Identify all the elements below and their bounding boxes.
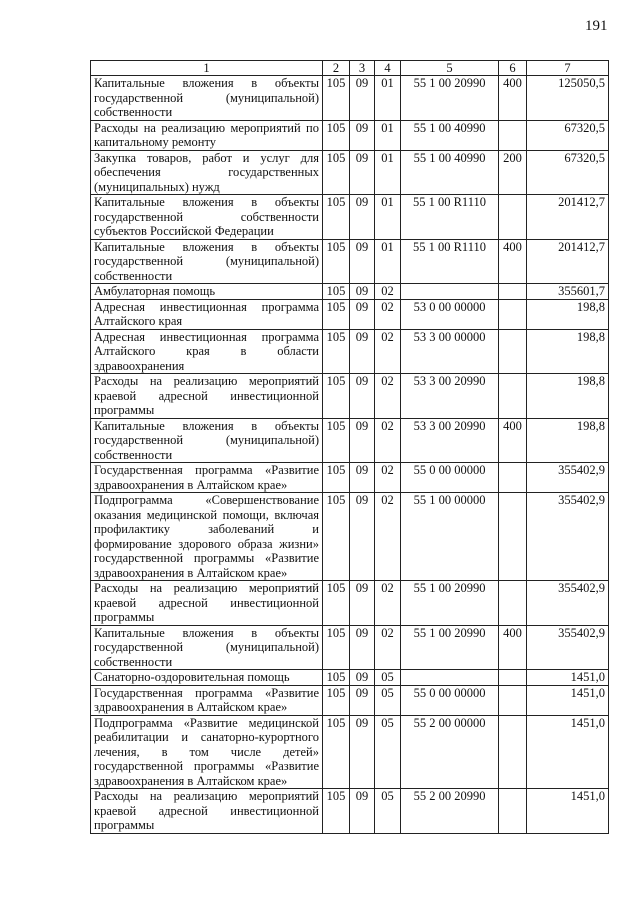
target-article-cell: 55 1 00 R1110 bbox=[401, 239, 499, 284]
section-code-cell: 09 bbox=[350, 685, 375, 715]
expense-type-cell: 400 bbox=[499, 76, 527, 121]
subsection-code-cell: 05 bbox=[375, 670, 401, 686]
table-row bbox=[91, 463, 609, 493]
amount-cell: 355402,9 bbox=[527, 463, 609, 493]
target-article-cell: 55 1 00 20990 bbox=[401, 76, 499, 121]
target-article-cell: 55 1 00 40990 bbox=[401, 150, 499, 195]
table-header-row bbox=[91, 61, 609, 76]
amount-cell: 201412,7 bbox=[527, 239, 609, 284]
table-row bbox=[91, 195, 609, 240]
admin-code-cell: 105 bbox=[323, 150, 350, 195]
page-number: 191 bbox=[585, 18, 608, 34]
expense-type-cell: 200 bbox=[499, 150, 527, 195]
column-header-7: 7 bbox=[527, 61, 609, 76]
expense-type-cell bbox=[499, 329, 527, 374]
section-code-cell: 09 bbox=[350, 715, 375, 789]
target-article-cell: 55 0 00 00000 bbox=[401, 685, 499, 715]
target-article-cell: 55 1 00 20990 bbox=[401, 625, 499, 670]
expense-type-cell bbox=[499, 284, 527, 300]
target-article-cell: 55 2 00 00000 bbox=[401, 715, 499, 789]
table-row bbox=[91, 150, 609, 195]
admin-code-cell: 105 bbox=[323, 239, 350, 284]
table-row bbox=[91, 284, 609, 300]
amount-cell: 355402,9 bbox=[527, 493, 609, 581]
row-label-cell: Капитальные вложения в объекты государственной (муниципальной) собственности bbox=[91, 625, 323, 670]
admin-code-cell: 105 bbox=[323, 581, 350, 626]
subsection-code-cell: 02 bbox=[375, 625, 401, 670]
amount-cell: 1451,0 bbox=[527, 685, 609, 715]
expense-type-cell: 400 bbox=[499, 418, 527, 463]
expense-type-cell bbox=[499, 120, 527, 150]
subsection-code-cell: 02 bbox=[375, 329, 401, 374]
expense-type-cell bbox=[499, 374, 527, 419]
amount-cell: 1451,0 bbox=[527, 789, 609, 834]
section-code-cell: 09 bbox=[350, 670, 375, 686]
table-row bbox=[91, 715, 609, 789]
row-label-cell: Закупка товаров, работ и услуг для обеспечения государственных (муниципальных) нужд bbox=[91, 150, 323, 195]
table-row bbox=[91, 299, 609, 329]
table-row bbox=[91, 789, 609, 834]
subsection-code-cell: 02 bbox=[375, 299, 401, 329]
table-row bbox=[91, 493, 609, 581]
amount-cell: 201412,7 bbox=[527, 195, 609, 240]
target-article-cell: 53 3 00 20990 bbox=[401, 418, 499, 463]
admin-code-cell: 105 bbox=[323, 299, 350, 329]
target-article-cell: 55 1 00 R1110 bbox=[401, 195, 499, 240]
table-row bbox=[91, 120, 609, 150]
row-label-cell: Подпрограмма «Совершенствование оказания медицинской помощи, включая профилактику заболеваний и формирование здорового образа жизни» государственной программы «Развитие здравоохранения в Алтайском крае» bbox=[91, 493, 323, 581]
admin-code-cell: 105 bbox=[323, 670, 350, 686]
section-code-cell: 09 bbox=[350, 493, 375, 581]
expense-type-cell bbox=[499, 299, 527, 329]
expense-type-cell bbox=[499, 581, 527, 626]
row-label-cell: Капитальные вложения в объекты государственной (муниципальной) собственности bbox=[91, 418, 323, 463]
column-header-2: 2 bbox=[323, 61, 350, 76]
subsection-code-cell: 02 bbox=[375, 463, 401, 493]
section-code-cell: 09 bbox=[350, 239, 375, 284]
amount-cell: 67320,5 bbox=[527, 120, 609, 150]
subsection-code-cell: 02 bbox=[375, 374, 401, 419]
section-code-cell: 09 bbox=[350, 299, 375, 329]
table-row bbox=[91, 76, 609, 121]
expense-type-cell bbox=[499, 670, 527, 686]
row-label-cell: Санаторно-оздоровительная помощь bbox=[91, 670, 323, 686]
admin-code-cell: 105 bbox=[323, 120, 350, 150]
target-article-cell: 55 1 00 20990 bbox=[401, 581, 499, 626]
target-article-cell: 55 1 00 00000 bbox=[401, 493, 499, 581]
expense-type-cell: 400 bbox=[499, 239, 527, 284]
table-row bbox=[91, 239, 609, 284]
subsection-code-cell: 01 bbox=[375, 120, 401, 150]
row-label-cell: Капитальные вложения в объекты государственной собственности субъектов Российской Федерации bbox=[91, 195, 323, 240]
amount-cell: 355402,9 bbox=[527, 625, 609, 670]
row-label-cell: Расходы на реализацию мероприятий краевой адресной инвестиционной программы bbox=[91, 374, 323, 419]
section-code-cell: 09 bbox=[350, 76, 375, 121]
row-label-cell: Государственная программа «Развитие здравоохранения в Алтайском крае» bbox=[91, 463, 323, 493]
amount-cell: 355601,7 bbox=[527, 284, 609, 300]
expense-type-cell bbox=[499, 715, 527, 789]
subsection-code-cell: 05 bbox=[375, 715, 401, 789]
section-code-cell: 09 bbox=[350, 120, 375, 150]
column-header-6: 6 bbox=[499, 61, 527, 76]
table-row bbox=[91, 581, 609, 626]
admin-code-cell: 105 bbox=[323, 789, 350, 834]
amount-cell: 67320,5 bbox=[527, 150, 609, 195]
row-label-cell: Адресная инвестиционная программа Алтайского края bbox=[91, 299, 323, 329]
row-label-cell: Капитальные вложения в объекты государственной (муниципальной) собственности bbox=[91, 239, 323, 284]
section-code-cell: 09 bbox=[350, 625, 375, 670]
row-label-cell: Амбулаторная помощь bbox=[91, 284, 323, 300]
subsection-code-cell: 02 bbox=[375, 581, 401, 626]
subsection-code-cell: 05 bbox=[375, 685, 401, 715]
expense-type-cell bbox=[499, 685, 527, 715]
target-article-cell: 53 3 00 00000 bbox=[401, 329, 499, 374]
amount-cell: 1451,0 bbox=[527, 715, 609, 789]
row-label-cell: Расходы на реализацию мероприятий по капитальному ремонту bbox=[91, 120, 323, 150]
table-row bbox=[91, 670, 609, 686]
target-article-cell: 53 3 00 20990 bbox=[401, 374, 499, 419]
row-label-cell: Расходы на реализацию мероприятий краевой адресной инвестиционной программы bbox=[91, 789, 323, 834]
table-row bbox=[91, 374, 609, 419]
section-code-cell: 09 bbox=[350, 418, 375, 463]
admin-code-cell: 105 bbox=[323, 715, 350, 789]
admin-code-cell: 105 bbox=[323, 493, 350, 581]
table-row bbox=[91, 685, 609, 715]
subsection-code-cell: 01 bbox=[375, 76, 401, 121]
column-header-1: 1 bbox=[91, 61, 323, 76]
column-header-5: 5 bbox=[401, 61, 499, 76]
subsection-code-cell: 01 bbox=[375, 195, 401, 240]
admin-code-cell: 105 bbox=[323, 284, 350, 300]
section-code-cell: 09 bbox=[350, 374, 375, 419]
subsection-code-cell: 01 bbox=[375, 150, 401, 195]
subsection-code-cell: 02 bbox=[375, 284, 401, 300]
section-code-cell: 09 bbox=[350, 789, 375, 834]
target-article-cell: 55 1 00 40990 bbox=[401, 120, 499, 150]
section-code-cell: 09 bbox=[350, 329, 375, 374]
expense-type-cell bbox=[499, 195, 527, 240]
budget-table bbox=[90, 60, 609, 834]
expense-type-cell bbox=[499, 493, 527, 581]
admin-code-cell: 105 bbox=[323, 374, 350, 419]
amount-cell: 198,8 bbox=[527, 329, 609, 374]
subsection-code-cell: 02 bbox=[375, 493, 401, 581]
admin-code-cell: 105 bbox=[323, 625, 350, 670]
amount-cell: 1451,0 bbox=[527, 670, 609, 686]
amount-cell: 198,8 bbox=[527, 374, 609, 419]
section-code-cell: 09 bbox=[350, 463, 375, 493]
column-header-3: 3 bbox=[350, 61, 375, 76]
row-label-cell: Капитальные вложения в объекты государственной (муниципальной) собственности bbox=[91, 76, 323, 121]
amount-cell: 198,8 bbox=[527, 299, 609, 329]
row-label-cell: Адресная инвестиционная программа Алтайского края в области здравоохранения bbox=[91, 329, 323, 374]
table-row bbox=[91, 418, 609, 463]
section-code-cell: 09 bbox=[350, 195, 375, 240]
section-code-cell: 09 bbox=[350, 150, 375, 195]
admin-code-cell: 105 bbox=[323, 76, 350, 121]
table-row bbox=[91, 625, 609, 670]
target-article-cell: 53 0 00 00000 bbox=[401, 299, 499, 329]
column-header-4: 4 bbox=[375, 61, 401, 76]
section-code-cell: 09 bbox=[350, 284, 375, 300]
row-label-cell: Подпрограмма «Развитие медицинской реабилитации и санаторно-курортного лечения, в том числе детей» государственной программы «Развитие здравоохранения в Алтайском крае» bbox=[91, 715, 323, 789]
section-code-cell: 09 bbox=[350, 581, 375, 626]
row-label-cell: Расходы на реализацию мероприятий краевой адресной инвестиционной программы bbox=[91, 581, 323, 626]
amount-cell: 125050,5 bbox=[527, 76, 609, 121]
expense-type-cell: 400 bbox=[499, 625, 527, 670]
target-article-cell bbox=[401, 284, 499, 300]
subsection-code-cell: 02 bbox=[375, 418, 401, 463]
subsection-code-cell: 05 bbox=[375, 789, 401, 834]
amount-cell: 198,8 bbox=[527, 418, 609, 463]
row-label-cell: Государственная программа «Развитие здравоохранения в Алтайском крае» bbox=[91, 685, 323, 715]
admin-code-cell: 105 bbox=[323, 329, 350, 374]
target-article-cell bbox=[401, 670, 499, 686]
target-article-cell: 55 2 00 20990 bbox=[401, 789, 499, 834]
target-article-cell: 55 0 00 00000 bbox=[401, 463, 499, 493]
subsection-code-cell: 01 bbox=[375, 239, 401, 284]
admin-code-cell: 105 bbox=[323, 463, 350, 493]
admin-code-cell: 105 bbox=[323, 195, 350, 240]
amount-cell: 355402,9 bbox=[527, 581, 609, 626]
admin-code-cell: 105 bbox=[323, 685, 350, 715]
admin-code-cell: 105 bbox=[323, 418, 350, 463]
expense-type-cell bbox=[499, 463, 527, 493]
expense-type-cell bbox=[499, 789, 527, 834]
table-row bbox=[91, 329, 609, 374]
